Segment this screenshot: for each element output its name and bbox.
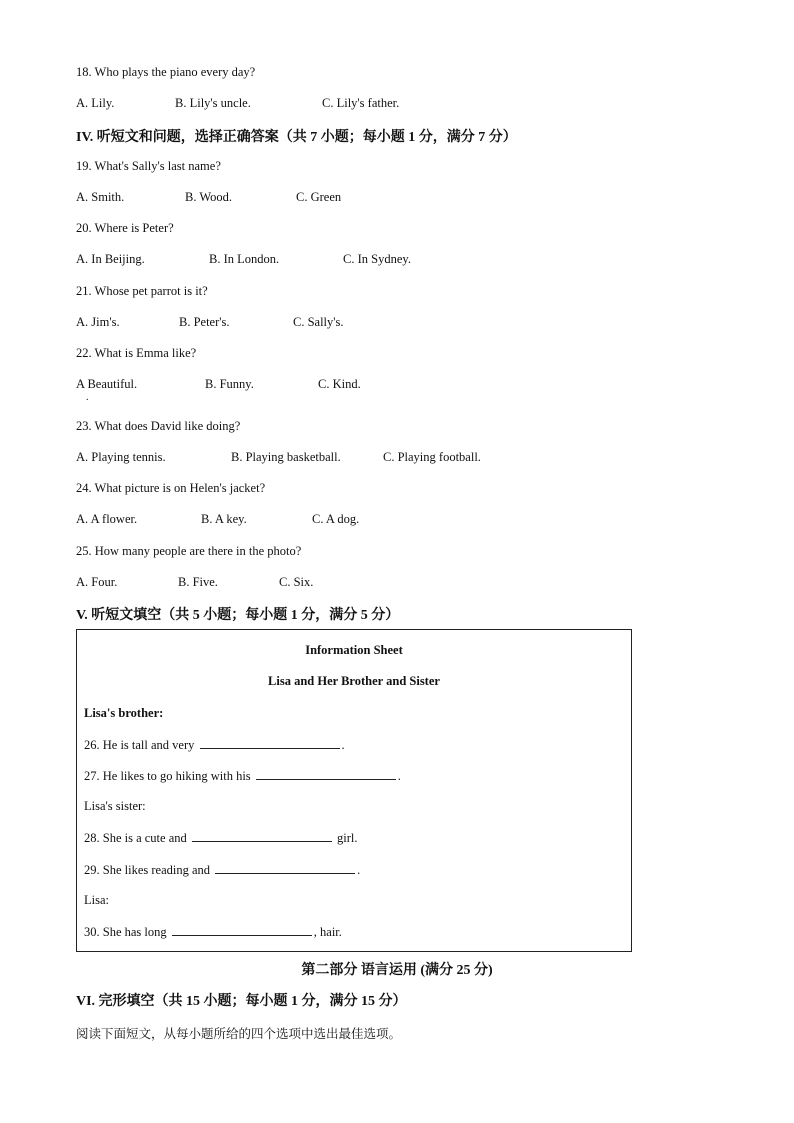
question-24: 24. What picture is on Helen's jacket? [76,481,266,495]
q21-option-a: A. Jim's. [76,315,120,329]
q23-option-b: B. Playing basketball. [231,450,341,464]
q22-option-a: A Beautiful. [76,377,138,391]
q30-end: , hair. [313,925,342,939]
part-2-heading: 第二部分 语言运用 (满分 25 分) [301,963,493,978]
question-22: 22. What is Emma like? [76,346,197,360]
q27-text: 27. He likes to go hiking with his [84,769,251,783]
question-19: 19. What's Sally's last name? [76,159,221,173]
answer-blank-29[interactable] [215,862,355,874]
section-4-heading: IV. 听短文和问题，选择正确答案（共 7 小题；每小题 1 分，满分 7 分） [76,130,517,145]
q21-option-b: B. Peter's. [179,315,230,329]
q20-option-a: A. In Beijing. [76,252,145,266]
answer-blank-30[interactable] [172,924,312,936]
q26-end: . [341,738,345,752]
q25-option-b: B. Five. [178,575,218,589]
q18-option-a: A. Lily. [76,96,115,110]
question-21: 21. Whose pet parrot is it? [76,284,208,298]
question-28 [84,830,358,846]
question-23: 23. What does David like doing? [76,419,241,433]
question-30 [84,924,342,940]
section-6-instruction: 阅读下面短文，从每小题所给的四个选项中选出最佳选项。 [76,1026,402,1041]
q27-end: . [397,769,401,783]
answer-blank-26[interactable] [200,737,340,749]
question-26 [84,737,345,753]
question-20: 20. Where is Peter? [76,221,174,235]
section-6-heading: VI. 完形填空（共 15 小题；每小题 1 分，满分 15 分） [76,994,407,1009]
brother-label: Lisa's brother: [84,706,164,720]
stray-mark: . [86,392,89,403]
q30-text: 30. She has long [84,925,167,939]
question-18: 18. Who plays the piano every day? [76,65,256,79]
q29-text: 29. She likes reading and [84,863,211,877]
sister-label: Lisa's sister: [84,799,146,813]
q24-option-c: C. A dog. [312,512,360,526]
q20-option-b: B. In London. [209,252,280,266]
answer-blank-28[interactable] [192,830,332,842]
q23-option-a: A. Playing tennis. [76,450,166,464]
q25-option-c: C. Six. [279,575,314,589]
section-5-heading: V. 听短文填空（共 5 小题；每小题 1 分，满分 5 分） [76,608,400,623]
q23-option-c: C. Playing football. [383,450,481,464]
q28-text: 28. She is a cute and [84,831,187,845]
q18-option-b: B. Lily's uncle. [175,96,251,110]
q22-option-c: C. Kind. [318,377,361,391]
q19-option-a: A. Smith. [76,190,125,204]
sheet-subtitle: Lisa and Her Brother and Sister [268,674,440,688]
q29-end: . [357,863,361,877]
q25-option-a: A. Four. [76,575,118,589]
q20-option-c: C. In Sydney. [343,252,411,266]
answer-blank-27[interactable] [256,768,396,780]
sheet-title: Information Sheet [305,643,403,657]
q19-option-b: B. Wood. [185,190,233,204]
q26-text: 26. He is tall and very [84,738,195,752]
q19-option-c: C. Green [296,190,342,204]
question-25: 25. How many people are there in the photo? [76,544,302,558]
lisa-label: Lisa: [84,893,109,907]
q24-option-b: B. A key. [201,512,247,526]
q28-end: girl. [337,831,358,845]
q22-option-b: B. Funny. [205,377,254,391]
q24-option-a: A. A flower. [76,512,138,526]
question-27 [84,768,401,784]
q18-option-c: C. Lily's father. [322,96,400,110]
q21-option-c: C. Sally's. [293,315,344,329]
question-29 [84,862,360,878]
